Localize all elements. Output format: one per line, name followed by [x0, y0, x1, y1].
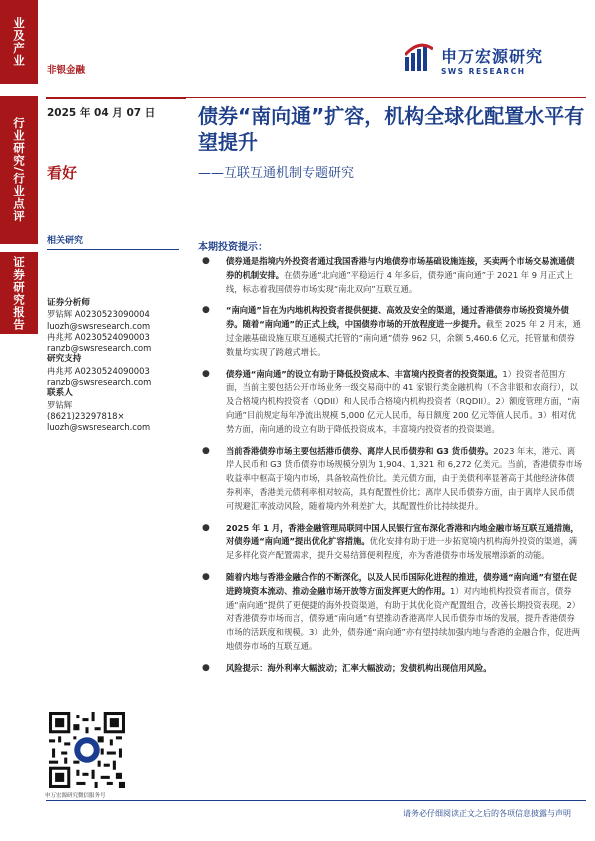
- related-divider: [47, 249, 179, 250]
- footer-rule: [46, 800, 586, 801]
- logo-mark-icon: [405, 43, 433, 73]
- header-rule: [186, 97, 586, 98]
- investment-point: [198, 304, 582, 359]
- analyst-email[interactable]: luozh@swsresearch.com: [47, 320, 151, 331]
- investment-point: [198, 522, 582, 563]
- point-body: 2023 年末，港元、离岸人民币和 G3 货币债券市场规模分别为 1,904、1,321 和 6,272 亿美元。当前，香港债券市场收益率中枢高于境内市场，具备较高性价比。美元债方面，由于美债利率显著高于其他经济体债券利率，香港美元债利率相对较高，具有配置性价比；离岸人民币债券方面，由于离岸人民币债可规避汇率波动风险，随着境内外利差扩大，其配置性价比持续提升。: [226, 445, 582, 511]
- sidebar-info: [47, 233, 187, 434]
- risk-warning: [198, 662, 582, 676]
- footer-disclaimer: 请务必仔细阅读正文之后的各项信息披露与声明: [403, 809, 571, 818]
- point-lead: 风险提示：海外利率大幅波动；汇率大幅波动；发债机构出现信用风险。: [226, 662, 492, 673]
- points-title: 本期投资提示：: [198, 242, 268, 253]
- report-subtitle: ——互联互通机制专题研究: [198, 166, 355, 181]
- side-tab-industry: 业及产业: [0, 0, 38, 84]
- bullet-icon: ●: [202, 522, 210, 533]
- investment-points: [198, 255, 582, 676]
- contact-phone: (8621)23297818×: [47, 410, 125, 421]
- point-body: 优化安排有助于进一步拓宽境内机构海外投资的渠道，满足多样化资产配置需求，提升交易结算便利程度，亦为香港债券市场发展增添新的动能。: [226, 536, 578, 561]
- side-tab-report-type: 行业研究/行业点评: [0, 96, 38, 244]
- qr-caption: 申万宏源研究微信服务号: [45, 793, 106, 799]
- contact-name: 罗钻辉: [47, 399, 73, 410]
- point-lead: 当前香港债券市场主要包括港币债券、离岸人民币债券和 G3 货币债券。: [226, 445, 494, 456]
- report-date: 2025 年 04 月 07 日: [47, 107, 156, 119]
- bullet-icon: ●: [202, 571, 210, 582]
- related-research-header: 相关研究: [47, 236, 84, 246]
- logo-text-cn: 申万宏源研究: [441, 47, 544, 66]
- bullet-icon: ●: [202, 256, 210, 266]
- point-body: 1）对内地机构投资者而言，债券通“南向通”提供了更便捷的海外投资渠道，有助于其优化资产配置组合，改善长期投资表现。2）对香港债券市场而言，债券通“南向通”有望推动香港离岸人民币债券市场的发展，提升香港债券市场的活跃度和规模。3）此外，债券通“南向通”亦有望持续加强内地与香港的金融合作，促进两地债券市场的互联互通。: [226, 585, 581, 651]
- point-body: 在债券通“北向通”平稳运行 4 年多后，债券通“南向通”于 2021 年 9 月正式上线，标志着我国债券市场实现“南北双向”互联互通。: [226, 269, 573, 294]
- support-line: 冉兆邦 A0230524090003: [47, 365, 150, 376]
- investment-point: [198, 571, 582, 654]
- point-body: 截至 2025 年 2 月末，通过金融基础设施互联互通模式托管的“南向通”债券 962 只，余额 5,460.6 亿元，托管量和债券数量均实现了跨越式增长。: [226, 319, 581, 357]
- investment-point: [198, 445, 582, 514]
- bullet-icon: ●: [202, 445, 210, 456]
- investment-point: [198, 368, 582, 437]
- rating-label: 看好: [47, 164, 78, 182]
- analyst-email[interactable]: ranzb@swsresearch.com: [47, 343, 152, 354]
- support-email[interactable]: ranzb@swsresearch.com: [47, 377, 152, 388]
- company-logo: [405, 41, 565, 83]
- analyst-line: 罗钻辉 A0230523090004: [47, 309, 150, 320]
- side-band: [0, 0, 38, 841]
- qr-code-icon[interactable]: [49, 712, 125, 788]
- point-lead: 债券通是指境内外投资者通过我国香港与内地债券市场基础设施连接，买卖两个市场交易流通债券的机制安排。: [226, 256, 575, 280]
- analyst-line: 冉兆邦 A0230524090003: [47, 331, 150, 342]
- bullet-icon: ●: [202, 662, 210, 673]
- analysts-header: 证券分析师: [47, 298, 90, 308]
- sector-label: 非银金融: [47, 65, 86, 76]
- support-header: 研究支持: [47, 354, 82, 365]
- bullet-icon: ●: [202, 305, 210, 316]
- report-title: 债券“南向通”扩容，机构全球化配置水平有望提升: [198, 104, 585, 154]
- logo-text-en: SWS RESEARCH: [441, 67, 526, 76]
- point-lead: 随着内地与香港金融合作的不断深化，以及人民币国际化进程的推进，债券通“南向通”有望在促进跨境资本流动、推动金融市场开放等方面发挥更大的作用。: [226, 571, 578, 596]
- point-body: 1）投资者范围方面，当前主要包括公开市场业务一级交易商中的 41 家银行类金融机构（不含非银和农商行），以及合格境内机构投资者（QDII）和人民币合格境内机构投资者（RQDII）。2）额度管理方面，“南向通”目前规定每年净流出规模 5,000 亿元人民币，每日额度 200 亿元等值人民币。3）相对优势方面，南向通的设立有助于降低投资成本，丰富境内投资者的投资渠道。: [226, 368, 580, 434]
- contact-header: 联系人: [47, 388, 73, 399]
- header-rule-accent: [46, 97, 186, 99]
- side-tab-securities-report: 证券研究报告: [0, 252, 38, 334]
- contact-email[interactable]: luozh@swsresearch.com: [47, 422, 151, 433]
- investment-point: [198, 255, 582, 296]
- bullet-icon: ●: [202, 368, 210, 379]
- point-lead: 2025 年 1 月，香港金融管理局联同中国人民银行宣布深化香港和内地金融市场互联互通措施，对债券通“南向通”提出优化扩容措施。: [226, 522, 579, 547]
- point-lead: 债券通“南向通”的设立有助于降低投资成本、丰富境内投资者的投资渠道。: [226, 368, 503, 379]
- point-lead: “南向通”旨在为内地机构投资者提供便捷、高效及安全的渠道，通过香港债券市场投资境外债券。随着“南向通”的正式上线，中国债券市场的开放程度进一步提升。: [226, 305, 569, 330]
